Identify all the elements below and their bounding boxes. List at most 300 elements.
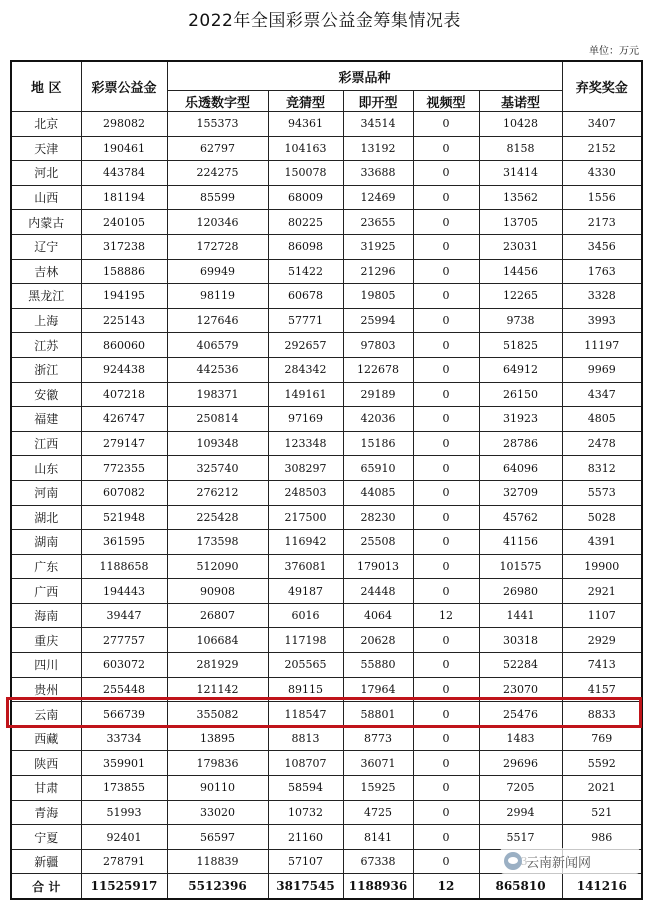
value-cell: 56597 [167, 825, 268, 850]
value-cell: 179836 [167, 751, 268, 776]
value-cell: 21296 [343, 259, 413, 284]
value-cell: 122678 [343, 357, 413, 382]
value-cell: 7205 [479, 776, 562, 801]
region-cell: 陕西 [11, 751, 81, 776]
value-cell: 217500 [268, 505, 343, 530]
region-cell: 江苏 [11, 333, 81, 358]
value-cell: 127646 [167, 308, 268, 333]
value-cell: 109348 [167, 431, 268, 456]
value-cell: 2173 [562, 210, 642, 235]
value-cell: 118547 [268, 702, 343, 727]
value-cell: 155373 [167, 112, 268, 137]
value-cell: 32709 [479, 480, 562, 505]
value-cell: 19805 [343, 284, 413, 309]
region-cell: 湖北 [11, 505, 81, 530]
value-cell: 51825 [479, 333, 562, 358]
table-row [11, 480, 642, 505]
table-row [11, 603, 642, 628]
value-cell: 279147 [81, 431, 167, 456]
value-cell: 12 [413, 603, 479, 628]
value-cell: 0 [413, 185, 479, 210]
value-cell: 36071 [343, 751, 413, 776]
value-cell: 11197 [562, 333, 642, 358]
value-cell: 0 [413, 554, 479, 579]
value-cell: 49187 [268, 579, 343, 604]
table-row [11, 333, 642, 358]
value-cell: 33020 [167, 800, 268, 825]
region-cell: 安徽 [11, 382, 81, 407]
value-cell: 149161 [268, 382, 343, 407]
region-cell: 海南 [11, 603, 81, 628]
value-cell: 0 [413, 308, 479, 333]
table-row [11, 579, 642, 604]
region-cell: 云南 [11, 702, 81, 727]
region-cell: 重庆 [11, 628, 81, 653]
value-cell: 284342 [268, 357, 343, 382]
value-cell: 308297 [268, 456, 343, 481]
value-cell: 0 [413, 112, 479, 137]
region-cell: 四川 [11, 653, 81, 678]
chat-bubble-icon [504, 852, 522, 870]
value-cell: 85599 [167, 185, 268, 210]
region-cell: 上海 [11, 308, 81, 333]
value-cell: 172728 [167, 234, 268, 259]
value-cell: 0 [413, 382, 479, 407]
region-cell: 广东 [11, 554, 81, 579]
value-cell: 116942 [268, 530, 343, 555]
value-cell: 5028 [562, 505, 642, 530]
value-cell: 0 [413, 284, 479, 309]
region-cell: 湖南 [11, 530, 81, 555]
value-cell: 0 [413, 210, 479, 235]
region-cell: 青海 [11, 800, 81, 825]
value-cell: 90110 [167, 776, 268, 801]
value-cell: 60678 [268, 284, 343, 309]
table-row [11, 136, 642, 161]
header-keno: 基诺型 [479, 91, 562, 112]
value-cell: 17964 [343, 677, 413, 702]
value-cell: 4347 [562, 382, 642, 407]
value-cell: 13192 [343, 136, 413, 161]
value-cell: 607082 [81, 480, 167, 505]
value-cell: 69949 [167, 259, 268, 284]
value-cell: 104163 [268, 136, 343, 161]
value-cell: 0 [413, 480, 479, 505]
header-fund: 彩票公益金 [81, 61, 167, 112]
value-cell: 0 [413, 505, 479, 530]
value-cell: 406579 [167, 333, 268, 358]
value-cell: 8312 [562, 456, 642, 481]
value-cell: 1556 [562, 185, 642, 210]
value-cell: 92401 [81, 825, 167, 850]
value-cell: 325740 [167, 456, 268, 481]
value-cell: 64912 [479, 357, 562, 382]
value-cell: 26150 [479, 382, 562, 407]
value-cell: 4064 [343, 603, 413, 628]
value-cell: 0 [413, 702, 479, 727]
table-row [11, 456, 642, 481]
value-cell: 39447 [81, 603, 167, 628]
value-cell: 58594 [268, 776, 343, 801]
value-cell: 359901 [81, 751, 167, 776]
header-lotto: 乐透数字型 [167, 91, 268, 112]
value-cell: 224275 [167, 161, 268, 186]
value-cell: 426747 [81, 407, 167, 432]
value-cell: 101575 [479, 554, 562, 579]
region-cell: 北京 [11, 112, 81, 137]
table-row [11, 800, 642, 825]
value-cell: 860060 [81, 333, 167, 358]
value-cell: 29189 [343, 382, 413, 407]
header-video: 视频型 [413, 91, 479, 112]
value-cell: 13895 [167, 726, 268, 751]
value-cell: 28230 [343, 505, 413, 530]
total-value-cell: 5512396 [167, 874, 268, 899]
value-cell: 0 [413, 530, 479, 555]
table-row [11, 677, 642, 702]
value-cell: 29696 [479, 751, 562, 776]
table-row [11, 702, 642, 727]
value-cell: 8813 [268, 726, 343, 751]
header-varieties: 彩票品种 [167, 61, 562, 91]
table-row [11, 185, 642, 210]
table-row [11, 628, 642, 653]
value-cell: 2152 [562, 136, 642, 161]
value-cell: 0 [413, 431, 479, 456]
value-cell: 190461 [81, 136, 167, 161]
value-cell: 25994 [343, 308, 413, 333]
value-cell: 361595 [81, 530, 167, 555]
value-cell: 45762 [479, 505, 562, 530]
value-cell: 15925 [343, 776, 413, 801]
value-cell: 19900 [562, 554, 642, 579]
value-cell: 12265 [479, 284, 562, 309]
table-row [11, 751, 642, 776]
value-cell: 2921 [562, 579, 642, 604]
value-cell: 2929 [562, 628, 642, 653]
region-cell: 辽宁 [11, 234, 81, 259]
value-cell: 4391 [562, 530, 642, 555]
value-cell: 278791 [81, 849, 167, 874]
total-value-cell: 3817545 [268, 874, 343, 899]
value-cell: 12469 [343, 185, 413, 210]
value-cell: 97803 [343, 333, 413, 358]
value-cell: 28786 [479, 431, 562, 456]
table-row [11, 653, 642, 678]
table-row [11, 308, 642, 333]
value-cell: 376081 [268, 554, 343, 579]
value-cell: 5573 [562, 480, 642, 505]
value-cell: 0 [413, 825, 479, 850]
value-cell: 0 [413, 628, 479, 653]
value-cell: 108707 [268, 751, 343, 776]
value-cell: 25476 [479, 702, 562, 727]
region-cell: 河北 [11, 161, 81, 186]
value-cell: 225143 [81, 308, 167, 333]
table-row [11, 357, 642, 382]
value-cell: 225428 [167, 505, 268, 530]
value-cell: 512090 [167, 554, 268, 579]
table-row [11, 284, 642, 309]
value-cell: 0 [413, 677, 479, 702]
value-cell: 240105 [81, 210, 167, 235]
value-cell: 41156 [479, 530, 562, 555]
value-cell: 57107 [268, 849, 343, 874]
region-cell: 黑龙江 [11, 284, 81, 309]
value-cell: 1188658 [81, 554, 167, 579]
table-row [11, 530, 642, 555]
value-cell: 255448 [81, 677, 167, 702]
value-cell: 181194 [81, 185, 167, 210]
region-cell: 内蒙古 [11, 210, 81, 235]
value-cell: 106684 [167, 628, 268, 653]
value-cell: 15186 [343, 431, 413, 456]
value-cell: 13705 [479, 210, 562, 235]
header-region: 地 区 [11, 61, 81, 112]
value-cell: 179013 [343, 554, 413, 579]
table-row [11, 234, 642, 259]
value-cell: 0 [413, 161, 479, 186]
page-title: 2022年全国彩票公益金筹集情况表 [188, 11, 461, 31]
value-cell: 51993 [81, 800, 167, 825]
region-cell: 新疆 [11, 849, 81, 874]
total-value-cell: 12 [413, 874, 479, 899]
region-cell: 山东 [11, 456, 81, 481]
header-sports: 竞猜型 [268, 91, 343, 112]
value-cell: 3993 [562, 308, 642, 333]
value-cell: 769 [562, 726, 642, 751]
value-cell: 44085 [343, 480, 413, 505]
value-cell: 924438 [81, 357, 167, 382]
region-cell: 福建 [11, 407, 81, 432]
value-cell: 277757 [81, 628, 167, 653]
value-cell: 0 [413, 234, 479, 259]
table-row [11, 407, 642, 432]
region-cell: 天津 [11, 136, 81, 161]
value-cell: 57771 [268, 308, 343, 333]
table-row [11, 726, 642, 751]
value-cell: 0 [413, 653, 479, 678]
value-cell: 8158 [479, 136, 562, 161]
value-cell: 90908 [167, 579, 268, 604]
value-cell: 31923 [479, 407, 562, 432]
total-value-cell: 865810 [479, 874, 562, 899]
value-cell: 34514 [343, 112, 413, 137]
value-cell: 4725 [343, 800, 413, 825]
value-cell: 407218 [81, 382, 167, 407]
value-cell: 150078 [268, 161, 343, 186]
value-cell: 355082 [167, 702, 268, 727]
value-cell: 68009 [268, 185, 343, 210]
value-cell: 4805 [562, 407, 642, 432]
value-cell: 98119 [167, 284, 268, 309]
value-cell: 0 [413, 333, 479, 358]
value-cell: 281929 [167, 653, 268, 678]
watermark-text: 云南新闻网 [526, 855, 592, 871]
value-cell: 86098 [268, 234, 343, 259]
value-cell: 1763 [562, 259, 642, 284]
value-cell: 52284 [479, 653, 562, 678]
total-row [11, 874, 642, 899]
value-cell: 23031 [479, 234, 562, 259]
value-cell: 8773 [343, 726, 413, 751]
value-cell: 13562 [479, 185, 562, 210]
value-cell: 5517 [479, 825, 562, 850]
region-cell: 吉林 [11, 259, 81, 284]
value-cell: 298082 [81, 112, 167, 137]
table-row [11, 554, 642, 579]
value-cell: 566739 [81, 702, 167, 727]
value-cell: 986 [562, 825, 642, 850]
region-cell: 西藏 [11, 726, 81, 751]
value-cell: 6016 [268, 603, 343, 628]
region-cell: 山西 [11, 185, 81, 210]
value-cell: 20628 [343, 628, 413, 653]
total-label-cell: 合 计 [11, 874, 81, 899]
value-cell: 23070 [479, 677, 562, 702]
table-row [11, 210, 642, 235]
value-cell: 442536 [167, 357, 268, 382]
value-cell: 4330 [562, 161, 642, 186]
value-cell: 94361 [268, 112, 343, 137]
value-cell: 4157 [562, 677, 642, 702]
value-cell: 1107 [562, 603, 642, 628]
value-cell: 0 [413, 726, 479, 751]
value-cell: 42036 [343, 407, 413, 432]
value-cell: 2478 [562, 431, 642, 456]
value-cell: 0 [413, 849, 479, 874]
value-cell: 118839 [167, 849, 268, 874]
value-cell: 250814 [167, 407, 268, 432]
value-cell: 772355 [81, 456, 167, 481]
value-cell: 58801 [343, 702, 413, 727]
table-body [11, 112, 642, 900]
value-cell: 97169 [268, 407, 343, 432]
value-cell: 0 [413, 407, 479, 432]
value-cell: 8833 [562, 702, 642, 727]
value-cell: 23655 [343, 210, 413, 235]
table-row [11, 112, 642, 137]
value-cell: 3456 [562, 234, 642, 259]
value-cell: 33688 [343, 161, 413, 186]
table-row [11, 825, 642, 850]
value-cell: 5592 [562, 751, 642, 776]
value-cell: 1483 [479, 726, 562, 751]
value-cell: 31925 [343, 234, 413, 259]
value-cell: 10428 [479, 112, 562, 137]
value-cell: 89115 [268, 677, 343, 702]
value-cell: 292657 [268, 333, 343, 358]
value-cell: 65910 [343, 456, 413, 481]
table-row [11, 382, 642, 407]
total-value-cell: 1188936 [343, 874, 413, 899]
value-cell: 205565 [268, 653, 343, 678]
region-cell: 贵州 [11, 677, 81, 702]
value-cell: 443784 [81, 161, 167, 186]
value-cell: 67338 [343, 849, 413, 874]
value-cell: 198371 [167, 382, 268, 407]
value-cell: 248503 [268, 480, 343, 505]
header-instant: 即开型 [343, 91, 413, 112]
value-cell: 0 [413, 776, 479, 801]
value-cell: 0 [413, 751, 479, 776]
value-cell: 0 [413, 800, 479, 825]
lottery-fund-table [10, 60, 643, 900]
value-cell: 0 [413, 579, 479, 604]
value-cell: 121142 [167, 677, 268, 702]
value-cell: 317238 [81, 234, 167, 259]
region-cell: 宁夏 [11, 825, 81, 850]
value-cell: 33734 [81, 726, 167, 751]
value-cell: 7413 [562, 653, 642, 678]
value-cell: 123348 [268, 431, 343, 456]
value-cell: 173855 [81, 776, 167, 801]
value-cell: 603072 [81, 653, 167, 678]
value-cell: 194195 [81, 284, 167, 309]
value-cell: 9738 [479, 308, 562, 333]
value-cell: 0 [413, 357, 479, 382]
region-cell: 广西 [11, 579, 81, 604]
value-cell: 30318 [479, 628, 562, 653]
value-cell: 8141 [343, 825, 413, 850]
value-cell: 521948 [81, 505, 167, 530]
value-cell: 173598 [167, 530, 268, 555]
value-cell: 25508 [343, 530, 413, 555]
value-cell: 9969 [562, 357, 642, 382]
table-row [11, 431, 642, 456]
value-cell: 62797 [167, 136, 268, 161]
value-cell: 0 [413, 136, 479, 161]
header-abandoned: 弃奖奖金 [562, 61, 642, 112]
value-cell: 21160 [268, 825, 343, 850]
value-cell: 3407 [562, 112, 642, 137]
value-cell: 80225 [268, 210, 343, 235]
value-cell: 2994 [479, 800, 562, 825]
value-cell: 26980 [479, 579, 562, 604]
value-cell: 194443 [81, 579, 167, 604]
value-cell: 51422 [268, 259, 343, 284]
table-row [11, 161, 642, 186]
table-row [11, 259, 642, 284]
value-cell: 1441 [479, 603, 562, 628]
value-cell: 24448 [343, 579, 413, 604]
value-cell: 26807 [167, 603, 268, 628]
value-cell: 521 [562, 800, 642, 825]
unit-label: 单位：万元 [589, 46, 639, 57]
value-cell: 276212 [167, 480, 268, 505]
value-cell: 0 [413, 259, 479, 284]
total-value-cell: 141216 [562, 874, 642, 899]
value-cell: 2021 [562, 776, 642, 801]
watermark [500, 848, 640, 874]
value-cell: 31414 [479, 161, 562, 186]
region-cell: 浙江 [11, 357, 81, 382]
value-cell: 3328 [562, 284, 642, 309]
value-cell: 55880 [343, 653, 413, 678]
value-cell: 0 [413, 456, 479, 481]
value-cell: 158886 [81, 259, 167, 284]
table-row [11, 776, 642, 801]
region-cell: 甘肃 [11, 776, 81, 801]
value-cell: 14456 [479, 259, 562, 284]
table-row [11, 505, 642, 530]
region-cell: 河南 [11, 480, 81, 505]
value-cell: 117198 [268, 628, 343, 653]
value-cell: 120346 [167, 210, 268, 235]
value-cell: 10732 [268, 800, 343, 825]
total-value-cell: 11525917 [81, 874, 167, 899]
value-cell: 64096 [479, 456, 562, 481]
